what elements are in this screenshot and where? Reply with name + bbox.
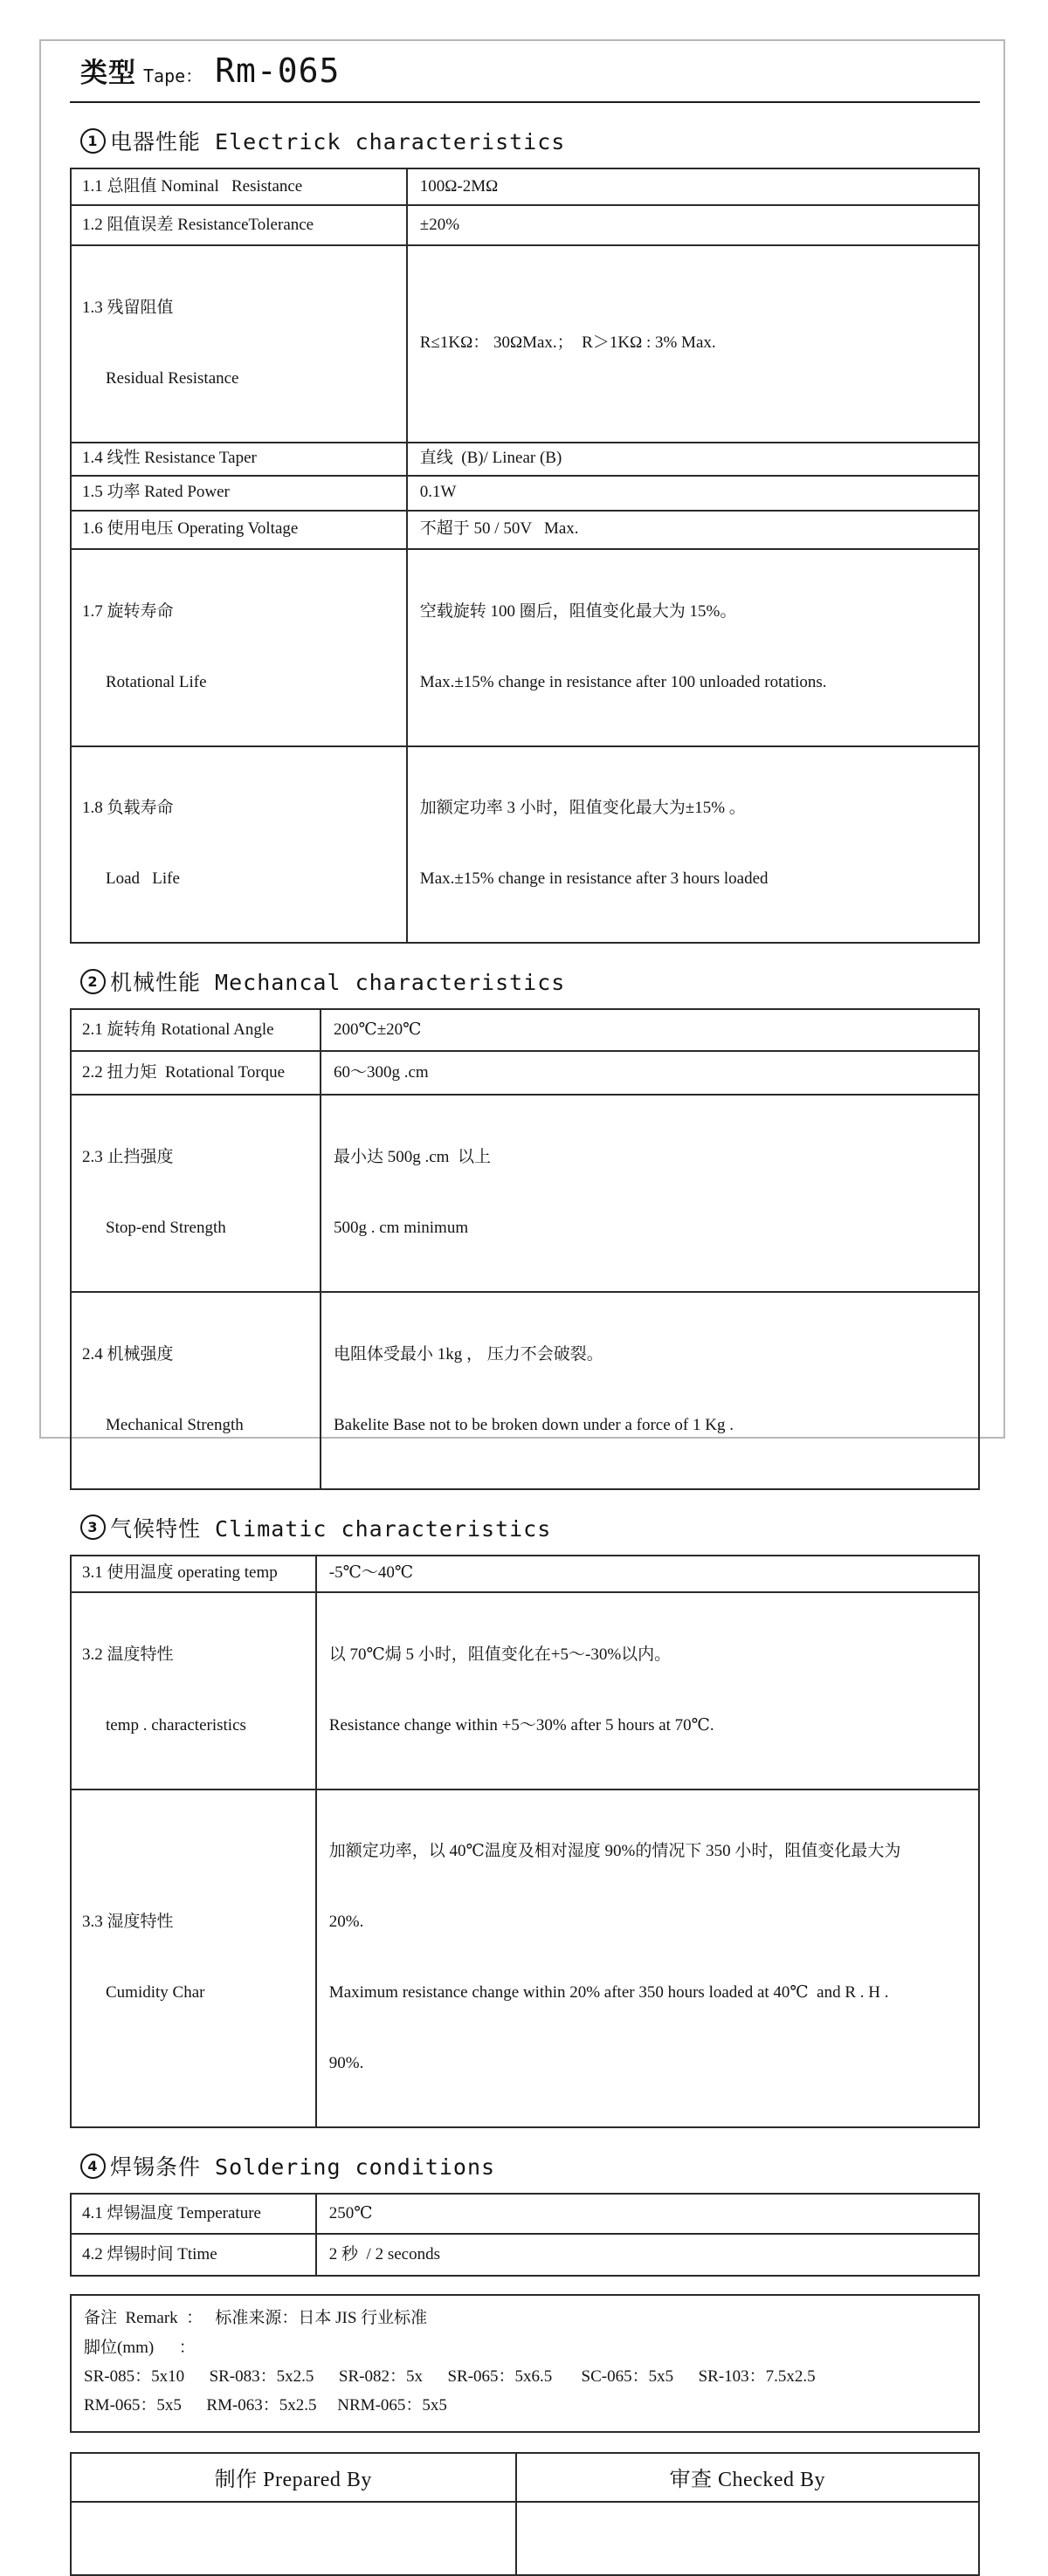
value-line: 2 秒 / 2 seconds	[328, 2244, 440, 2263]
section-4-heading	[80, 2150, 980, 2181]
label-line: Load Life	[106, 869, 180, 889]
table-row	[71, 205, 979, 245]
spec-value-cell	[321, 1051, 979, 1095]
label-line: 1.2 阻值误差 ResistanceTolerance	[82, 215, 314, 234]
spec-value-cell	[407, 443, 979, 476]
spec-label-cell	[71, 205, 407, 245]
spec-label-cell	[71, 746, 407, 944]
value-line: 不超于 50 / 50V Max.	[419, 519, 579, 539]
section-1-heading	[80, 125, 980, 156]
value-line: 20%.	[328, 1913, 364, 1932]
label-line: 1.5 功率 Rated Power	[82, 483, 230, 502]
table-row	[71, 443, 979, 476]
value-line: 加额定功率 3 小时，阻值变化最大为±15% 。	[419, 799, 746, 818]
value-line: 250℃	[328, 2203, 373, 2222]
table-row	[71, 549, 979, 746]
approval-signature-row	[71, 2502, 979, 2575]
remark-line: RM-065：5x5 RM-063：5x2.5 NRM-065：5x5	[84, 2396, 447, 2415]
approval-header-row	[71, 2453, 979, 2502]
section-2-title: 机械性能 Mechancal characteristics	[110, 970, 566, 996]
value-line: Bakelite Base not to be broken down under a force of 1 Kg .	[334, 1415, 734, 1434]
spec-value-cell	[321, 1292, 979, 1489]
approval-table	[70, 2452, 980, 2576]
type-label-zh: 类型	[80, 58, 136, 88]
value-line: 60～300g .cm	[334, 1062, 429, 1082]
label-line: 2.1 旋转角 Rotational Angle	[82, 1020, 274, 1039]
value-line: 空载旋转 100 圈后，阻值变化最大为 15%。	[419, 601, 737, 621]
value-line: 500g . cm minimum	[334, 1219, 469, 1238]
table-row	[71, 1789, 979, 2128]
table-row	[71, 476, 979, 511]
label-line: 2.4 机械强度	[82, 1344, 174, 1364]
checked-by-signature-area	[516, 2502, 979, 2575]
spec-label-cell	[71, 2234, 316, 2276]
spec-value-cell	[321, 1009, 979, 1051]
value-line: Resistance change within +5～30% after 5 hours at 70℃.	[328, 1715, 714, 1735]
section-3-heading	[80, 1512, 980, 1543]
value-line: Max.±15% change in resistance after 3 hours loaded	[419, 869, 769, 889]
climatic-characteristics-table	[70, 1555, 980, 2128]
table-row	[71, 168, 979, 205]
label-line: 4.2 焊锡时间 Ttime	[82, 2244, 217, 2263]
table-row	[71, 1556, 979, 1592]
spec-label-cell	[71, 1051, 321, 1095]
spec-value-cell	[321, 1095, 979, 1292]
circled-number-2: 2	[80, 969, 106, 994]
spec-label-cell	[71, 1789, 316, 2128]
label-line: 1.1 总阻值 Nominal Resistance	[82, 176, 303, 196]
value-line: 直线 (B)/ Linear (B)	[419, 449, 562, 468]
label-line: 1.4 线性 Resistance Taper	[82, 449, 257, 468]
title-divider	[70, 101, 980, 103]
table-row	[71, 1009, 979, 1051]
spec-value-cell	[407, 549, 979, 746]
section-4-title: 焊锡条件 Soldering conditions	[110, 2154, 496, 2181]
label-line: 2.2 扭力矩 Rotational Torque	[82, 1062, 286, 1082]
table-row	[71, 2194, 979, 2234]
spec-value-cell	[407, 245, 979, 443]
spec-value-cell	[316, 1592, 979, 1789]
value-line: 0.1W	[419, 483, 457, 502]
label-line: 4.1 焊锡温度 Temperature	[82, 2203, 261, 2222]
spec-value-cell	[316, 1556, 979, 1592]
spec-label-cell	[71, 245, 407, 443]
spec-label-cell	[71, 1095, 321, 1292]
label-line: 3.2 温度特性	[82, 1645, 174, 1664]
type-label-en: Tape：	[143, 65, 203, 86]
remark-line: 脚位(mm) ：	[84, 2338, 196, 2357]
spec-value-cell	[407, 511, 979, 549]
label-line: Mechanical Strength	[106, 1415, 244, 1434]
spec-label-cell	[71, 476, 407, 511]
prepared-by-signature-area	[71, 2502, 516, 2575]
label-line: 1.8 负载寿命	[82, 799, 174, 818]
circled-number-1: 1	[80, 128, 106, 154]
value-line: Maximum resistance change within 20% after 350 hours loaded at 40℃ and R . H .	[328, 1983, 889, 2002]
label-line: 3.1 使用温度 operating temp	[82, 1563, 278, 1583]
label-line: 3.3 湿度特性	[82, 1913, 174, 1932]
spec-label-cell	[71, 1556, 316, 1592]
remark-line: SR-085：5x10 SR-083：5x2.5 SR-082：5x SR-065：5x6.5 SC-065：5x5 SR-103：7.5x2.5	[84, 2366, 816, 2386]
value-line: -5℃～40℃	[328, 1563, 414, 1583]
table-row	[71, 1592, 979, 1789]
value-line: 最小达 500g .cm 以上	[334, 1148, 491, 1167]
document-title	[80, 51, 980, 96]
spec-label-cell	[71, 1009, 321, 1051]
table-row	[71, 1095, 979, 1292]
label-line: Stop-end Strength	[106, 1219, 226, 1238]
table-row	[71, 746, 979, 944]
spec-value-cell	[407, 476, 979, 511]
section-1-title: 电器性能 Electrick characteristics	[110, 129, 566, 155]
table-row	[71, 245, 979, 443]
label-line: 2.3 止挡强度	[82, 1148, 174, 1167]
electrical-characteristics-table	[70, 168, 980, 944]
value-line: 90%.	[328, 2054, 364, 2073]
soldering-conditions-table	[70, 2193, 980, 2277]
remark-box	[70, 2294, 980, 2433]
section-3-title: 气候特性 Climatic characteristics	[110, 1515, 552, 1542]
document-content	[70, 51, 980, 2576]
spec-value-cell	[316, 2194, 979, 2234]
value-line: 以 70℃焗 5 小时，阻值变化在+5～-30%以内。	[328, 1645, 672, 1664]
circled-number-4: 4	[80, 2154, 106, 2179]
spec-label-cell	[71, 443, 407, 476]
value-line: R≤1KΩ： 30ΩMax.； R＞1KΩ : 3% Max.	[419, 333, 716, 353]
label-line: 1.3 残留阻值	[82, 298, 174, 317]
spec-label-cell	[71, 1292, 321, 1489]
table-row	[71, 1292, 979, 1489]
prepared-by-cell: 制作 Prepared By	[71, 2453, 516, 2502]
label-line: Residual Resistance	[106, 368, 239, 388]
spec-value-cell	[316, 1789, 979, 2128]
label-line: 1.7 旋转寿命	[82, 601, 174, 621]
table-row	[71, 2234, 979, 2276]
label-line: Cumidity Char	[106, 1983, 205, 2002]
table-row	[71, 1051, 979, 1095]
value-line: 100Ω-2MΩ	[419, 176, 499, 196]
value-line: 200℃±20℃	[334, 1020, 422, 1039]
value-line: Max.±15% change in resistance after 100 unloaded rotations.	[419, 672, 827, 691]
label-line: temp . characteristics	[106, 1715, 246, 1735]
table-row	[71, 511, 979, 549]
value-line: 电阻体受最小 1kg ， 压力不会破裂。	[334, 1344, 603, 1364]
value-line: 加额定功率，以 40℃温度及相对湿度 90%的情况下 350 小时，阻值变化最大为	[328, 1842, 901, 1861]
label-line: Rotational Life	[106, 672, 207, 691]
spec-value-cell	[407, 205, 979, 245]
spec-label-cell	[71, 549, 407, 746]
checked-by-cell: 审查 Checked By	[516, 2453, 979, 2502]
label-line: 1.6 使用电压 Operating Voltage	[82, 519, 299, 539]
spec-value-cell	[316, 2234, 979, 2276]
spec-label-cell	[71, 2194, 316, 2234]
section-2-heading	[80, 965, 980, 997]
mechanical-characteristics-table	[70, 1008, 980, 1490]
spec-value-cell	[407, 168, 979, 205]
spec-label-cell	[71, 168, 407, 205]
remark-line: 备注 Remark ： 标准来源：日本 JIS 行业标准	[84, 2309, 428, 2328]
spec-value-cell	[407, 746, 979, 944]
type-value: Rm-065	[215, 52, 341, 90]
circled-number-3: 3	[80, 1515, 106, 1540]
spec-label-cell	[71, 1592, 316, 1789]
value-line: ±20%	[419, 215, 460, 234]
spec-label-cell	[71, 511, 407, 549]
